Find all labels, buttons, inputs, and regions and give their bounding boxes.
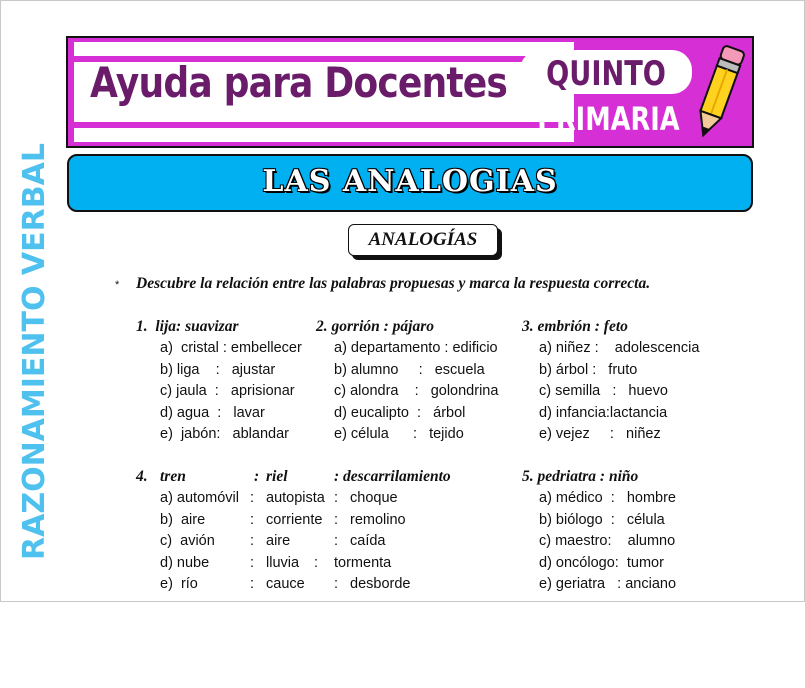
instruction-bullet: *: [115, 279, 120, 291]
grade-badge: [520, 50, 692, 138]
grade-bottom-label: PRIMARIA: [537, 100, 680, 138]
option-row: a) automóvil : autopista : choque: [160, 490, 398, 506]
problem-3: [522, 318, 699, 448]
problem-number: 3.: [522, 318, 534, 335]
option-row: c) jaula : aprisionar: [160, 383, 295, 399]
option-row: d) agua : lavar: [160, 404, 265, 421]
option-row: d) infancia:lactancia: [539, 404, 668, 421]
option-row: a) cristal : embellecer: [160, 340, 302, 356]
option-row: d) eucalipto : árbol: [334, 404, 466, 421]
problem-1: [136, 318, 302, 448]
option-row: a) niñez : adolescencia: [539, 340, 700, 356]
problem-separator: :: [254, 468, 260, 485]
option-row: b) biólogo : célula: [539, 511, 665, 528]
problem-number: 5.: [522, 468, 534, 485]
problem-number: 4.: [136, 468, 148, 485]
problem-head: [136, 318, 302, 340]
option-row: e) célula : tejido: [334, 426, 464, 442]
title-bar: [67, 154, 753, 212]
option-row: c) semilla : huevo: [539, 383, 668, 399]
grade-top-label: QUINTO: [546, 54, 666, 94]
banner-stripe: [74, 122, 574, 128]
instruction-text: Descubre la relación entre las palabras propuesas y marca la respuesta correcta.: [136, 275, 651, 292]
problem-pair: pedriatra : niño: [537, 468, 639, 485]
option-row: c) avión : aire : caída: [160, 533, 386, 549]
problem-term: riel: [266, 468, 288, 485]
problem-term: tren: [160, 468, 186, 485]
problem-head: [316, 318, 498, 340]
section-label: ANALOGÍAS: [368, 229, 478, 250]
problem-pair: lija: suavizar: [155, 318, 239, 335]
option-row: b) aire : corriente : remolino: [160, 511, 406, 528]
option-row: a) médico : hombre: [539, 490, 676, 506]
problem-head: [522, 318, 699, 340]
banner-title: Ayuda para Docentes: [90, 58, 508, 107]
problem-4: [136, 468, 506, 598]
option-row: c) maestro: alumno: [539, 533, 676, 549]
pencil-icon: [688, 40, 750, 144]
option-row: d) nube : lluvia : tormenta: [160, 554, 392, 571]
problem-term: : descarrilamiento: [334, 468, 451, 485]
page-title: LAS ANALOGIAS: [262, 164, 558, 199]
option-row: e) geriatra : anciano: [539, 576, 677, 592]
problem-head: [136, 468, 506, 490]
option-row: d) oncólogo: tumor: [539, 554, 664, 571]
side-label: RAZONAMIENTO VERBAL: [17, 143, 52, 560]
problem-pair: gorrión : pájaro: [331, 318, 434, 335]
problem-number: 2.: [316, 318, 328, 335]
option-row: e) río : cauce : desborde: [160, 576, 411, 592]
option-row: c) alondra : golondrina: [334, 383, 499, 399]
problem-head: [522, 468, 676, 490]
banner-title-panel: [74, 42, 574, 142]
header-banner: [66, 36, 754, 148]
option-row: b) liga : ajustar: [160, 361, 276, 378]
problem-number: 1.: [136, 318, 148, 335]
problem-2: [316, 318, 498, 448]
option-row: b) alumno : escuela: [334, 361, 485, 378]
option-row: e) vejez : niñez: [539, 426, 661, 442]
section-label-box: [348, 224, 498, 256]
problem-5: [522, 468, 676, 598]
option-row: b) árbol : fruto: [539, 361, 638, 378]
option-row: a) departamento : edificio: [334, 340, 498, 356]
option-row: e) jabón: ablandar: [160, 426, 289, 442]
problem-pair: embrión : feto: [537, 318, 628, 335]
